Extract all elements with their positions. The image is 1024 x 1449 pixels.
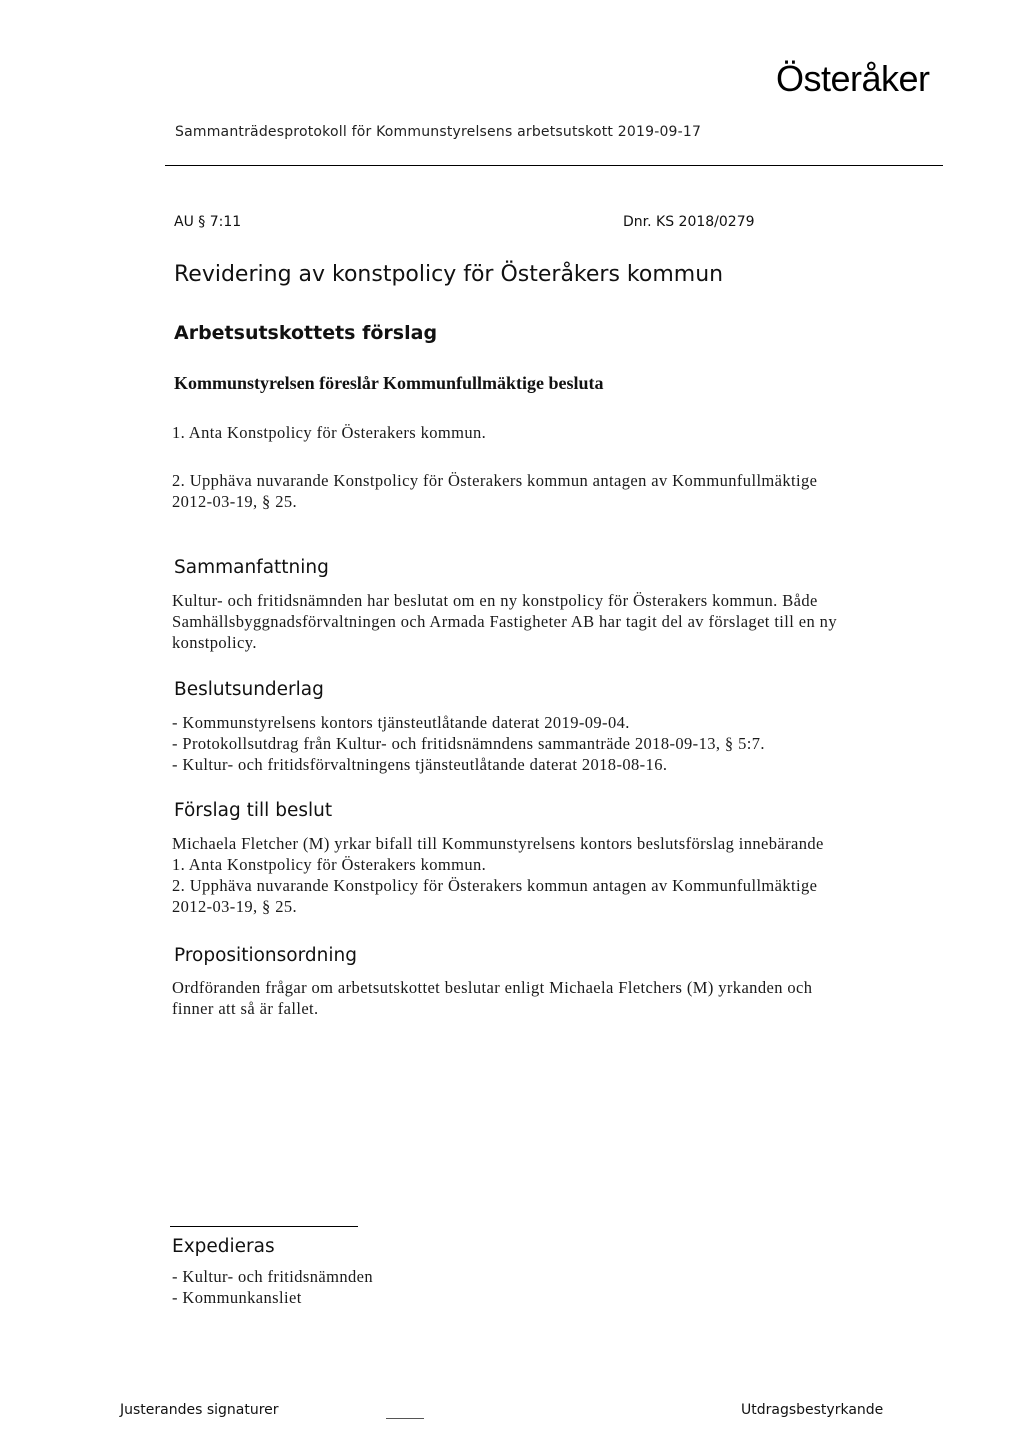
- dispatch-list: [172, 1266, 932, 1308]
- order-heading: Propositionsordning: [174, 945, 357, 966]
- proposal-lead: Kommunstyrelsen föreslår Kommunfullmäktige besluta: [174, 373, 604, 393]
- basis-item: - Kommunstyrelsens kontors tjänsteutlåtande daterat 2019-09-04.: [172, 713, 630, 732]
- decision-line: 1. Anta Konstpolicy för Österakers kommun.: [172, 855, 487, 874]
- protocol-subtitle: Sammanträdesprotokoll för Kommunstyrelsens arbetsutskott 2019-09-17: [175, 124, 702, 140]
- decision-line: 2012-03-19, § 25.: [172, 897, 298, 916]
- decision-line: 2. Upphäva nuvarande Konstpolicy för Österakers kommun antagen av Kommunfullmäktige: [172, 876, 818, 895]
- proposal-points: [172, 422, 932, 443]
- proposal-point-2-line1: 2. Upphäva nuvarande Konstpolicy för Österakers kommun antagen av Kommunfullmäktige: [172, 471, 818, 490]
- paragraph-number: AU § 7:11: [174, 214, 242, 230]
- basis-item: - Kultur- och fritidsförvaltningens tjänsteutlåtande daterat 2018-08-16.: [172, 755, 668, 774]
- basis-heading: Beslutsunderlag: [174, 679, 324, 700]
- footer-signatures-label: Justerandes signaturer: [120, 1402, 279, 1418]
- summary-line: Samhällsbyggnadsförvaltningen och Armada Fastigheter AB har tagit del av förslaget till en ny: [172, 612, 837, 631]
- header-divider: [165, 165, 943, 166]
- footer-certification-label: Utdragsbestyrkande: [741, 1402, 884, 1418]
- proposal-point-2-line2: 2012-03-19, § 25.: [172, 492, 298, 511]
- proposal-point-2-block: [172, 470, 932, 512]
- page-title: Revidering av konstpolicy för Österåkers kommun: [174, 262, 724, 287]
- dispatch-item: - Kultur- och fritidsnämnden: [172, 1267, 374, 1286]
- dispatch-item: - Kommunkansliet: [172, 1288, 302, 1307]
- order-line: finner att så är fallet.: [172, 999, 319, 1018]
- decision-line: Michaela Fletcher (M) yrkar bifall till Kommunstyrelsens kontors beslutsförslag innebärande: [172, 834, 824, 853]
- order-line: Ordföranden frågar om arbetsutskottet beslutar enligt Michaela Fletchers (M) yrkanden och: [172, 978, 813, 997]
- dispatch-heading: Expedieras: [172, 1236, 275, 1257]
- proposal-point-1: 1. Anta Konstpolicy för Österakers kommun.: [172, 423, 487, 442]
- proposal-heading: Arbetsutskottets förslag: [174, 322, 438, 344]
- municipality-brand: Österåker: [776, 58, 930, 99]
- basis-list: [172, 712, 932, 775]
- decision-text: [172, 833, 932, 917]
- basis-item: - Protokollsutdrag från Kultur- och fritidsnämndens sammanträde 2018-09-13, § 5:7.: [172, 734, 765, 753]
- diary-number: Dnr. KS 2018/0279: [623, 214, 755, 230]
- decision-heading: Förslag till beslut: [174, 800, 333, 821]
- summary-line: konstpolicy.: [172, 633, 257, 652]
- summary-text: [172, 590, 932, 653]
- signature-line: [386, 1418, 424, 1419]
- order-text: [172, 977, 932, 1019]
- summary-line: Kultur- och fritidsnämnden har beslutat om en ny konstpolicy för Österakers kommun. Både: [172, 591, 818, 610]
- dispatch-divider: [170, 1226, 358, 1227]
- summary-heading: Sammanfattning: [174, 557, 329, 578]
